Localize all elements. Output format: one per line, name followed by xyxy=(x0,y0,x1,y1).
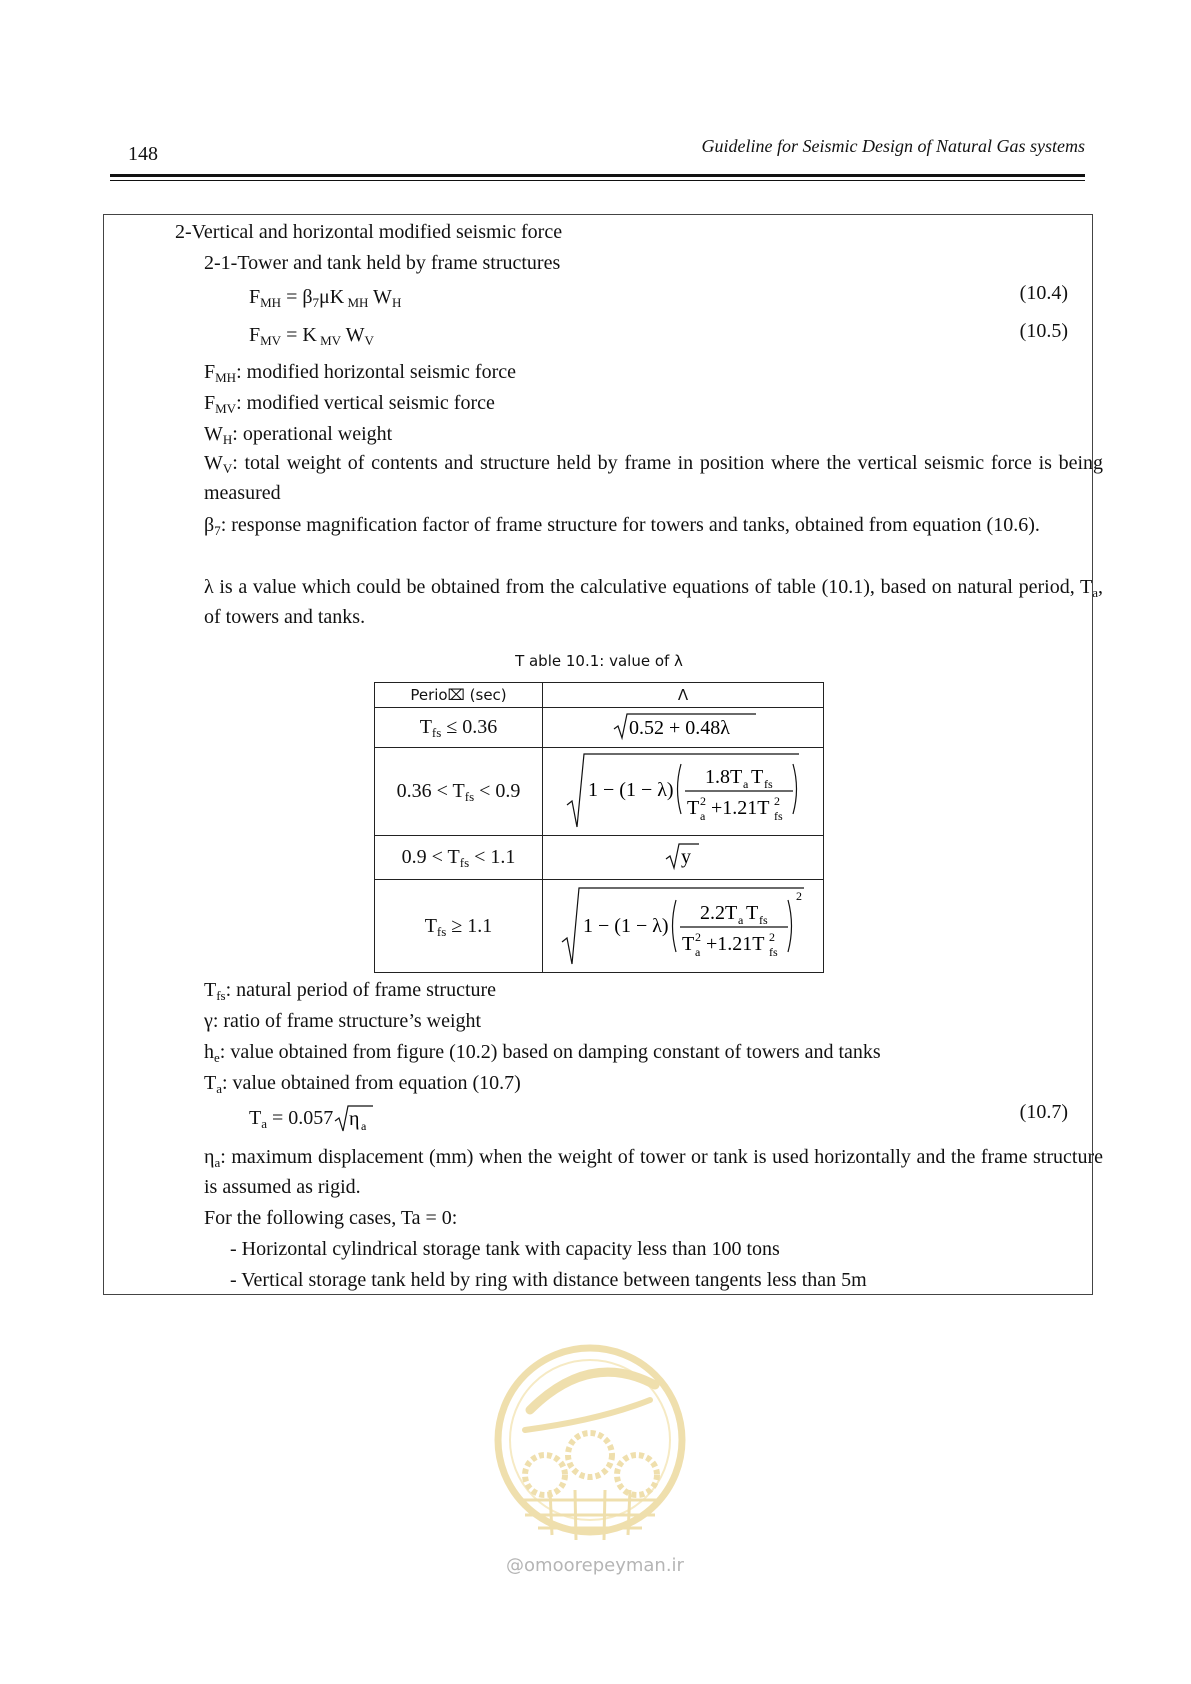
case-item: - Horizontal cylindrical storage tank with capacity less than 100 tons xyxy=(230,1238,780,1260)
formula-3-svg xyxy=(663,839,703,871)
definition-tfs-text: : natural period of frame structure xyxy=(225,979,497,1001)
table-caption: T able 10.1: value of λ xyxy=(515,652,683,670)
table-header-period: Perio⌧ (sec) xyxy=(375,683,543,708)
definition-wv-text: : total weight of contents and structure held by frame in position where the vertical seismic force is being measured xyxy=(204,452,1103,504)
definition-ta: $T_a$: value obtained from equation (10.7) xyxy=(204,1072,521,1096)
table-header-lambda: Λ xyxy=(543,683,824,708)
lambda-description-text: is a value which could be obtained from the calculative equations of table (10.1), based on natural period, T xyxy=(213,576,1093,598)
equation-10-4: $F_{MH} = \beta_7\mu K$ $_{MH}$ $W_H$ xyxy=(249,286,402,310)
svg-text:fs: fs xyxy=(769,945,778,959)
definition-eta-text: : maximum displacement (mm) when the weight of tower or tank is used horizontally and the frame structure is assumed as rigid. xyxy=(204,1146,1103,1198)
svg-text:2: 2 xyxy=(796,889,802,903)
definition-gamma: γ: ratio of frame structure’s weight xyxy=(204,1010,482,1032)
header-rule-thin xyxy=(110,180,1085,181)
definition-ta-text: : value obtained from equation (10.7) xyxy=(222,1072,521,1094)
table-row xyxy=(375,748,824,836)
svg-text:T: T xyxy=(751,765,764,788)
svg-text:a: a xyxy=(695,945,701,959)
lambda-table xyxy=(374,682,824,973)
lambda-description-end: , of towers and tanks. xyxy=(204,576,1103,628)
svg-text:y: y xyxy=(681,845,691,868)
svg-text:fs: fs xyxy=(764,776,773,791)
table-row xyxy=(375,708,824,748)
lambda-formula-2 xyxy=(543,748,824,836)
page-number: 148 xyxy=(128,143,158,165)
svg-text:+1.21T: +1.21T xyxy=(706,933,765,955)
subsection-heading: 2-1-Tower and tank held by frame structures xyxy=(204,252,561,274)
svg-text:1.8T: 1.8T xyxy=(705,765,743,788)
svg-text:2.2T: 2.2T xyxy=(700,902,738,924)
definition-fmh: $F_{MH}$: modified horizontal seismic force xyxy=(204,361,516,385)
definition-tfs: $T_{fs}$: natural period of frame structure xyxy=(204,979,497,1003)
definition-wh-text: : operational weight xyxy=(232,423,393,445)
period-range-3: $0.9 < T_{fs} < 1.1$ xyxy=(375,836,543,880)
equation-number-10-4: (10.4) xyxy=(1019,282,1068,304)
definition-eta: $\eta_a$: maximum displacement (mm) when the weight of tower or tank is used horizontally and the frame structure is assumed as rigid. xyxy=(204,1146,1103,1198)
running-title: Guideline for Seismic Design of Natural Gas systems xyxy=(701,136,1085,156)
period-range-2: $0.36 < T_{fs} < 0.9$ xyxy=(375,748,543,836)
equation-number-10-5: (10.5) xyxy=(1019,320,1068,342)
svg-text:T: T xyxy=(687,796,700,819)
svg-text:2: 2 xyxy=(774,793,780,808)
definition-gamma-text: : ratio of frame structure’s weight xyxy=(212,1010,482,1032)
formula-1-svg xyxy=(608,709,758,741)
table-row xyxy=(375,880,824,973)
definition-he: $h_e$: value obtained from figure (10.2) based on damping constant of towers and tanks xyxy=(204,1041,881,1065)
watermark-logo xyxy=(490,1330,690,1560)
svg-text:a: a xyxy=(743,776,749,791)
svg-text:a: a xyxy=(700,808,706,823)
lambda-formula-3 xyxy=(543,836,824,880)
case-item: - Vertical storage tank held by ring with distance between tangents less than 5m xyxy=(230,1269,867,1291)
sqrt-eta-svg xyxy=(333,1103,375,1133)
svg-text:2: 2 xyxy=(769,930,775,944)
definition-wv: $W_V$: total weight of contents and structure held by frame in position where the vertical seismic force is being measured xyxy=(204,452,1103,504)
cases-intro: For the following cases, Ta = 0: xyxy=(204,1207,458,1229)
formula-4-svg xyxy=(558,880,808,966)
definition-fmv-text: : modified vertical seismic force xyxy=(236,392,495,414)
definition-wh: $W_H$: operational weight xyxy=(204,423,393,447)
formula-2-svg xyxy=(563,749,803,829)
period-range-1: $T_{fs} \le 0.36$ xyxy=(375,708,543,748)
svg-text:2: 2 xyxy=(700,793,706,808)
definition-beta7-text: : response magnification factor of frame structure for towers and tanks, obtained from equation (10.6). xyxy=(220,514,1040,536)
svg-text:0.52 + 0.48λ: 0.52 + 0.48λ xyxy=(629,716,730,739)
svg-text:T: T xyxy=(746,902,759,924)
table-row xyxy=(375,836,824,880)
svg-text:+1.21T: +1.21T xyxy=(711,796,770,819)
svg-text:2: 2 xyxy=(695,930,701,944)
svg-text:1 − (1 − λ): 1 − (1 − λ) xyxy=(583,915,669,937)
definition-he-text: : value obtained from figure (10.2) based on damping constant of towers and tanks xyxy=(219,1041,881,1063)
svg-text:a: a xyxy=(738,913,744,927)
equation-10-5: $F_{MV} = K$ $_{MV}$ $W_V$ xyxy=(249,324,374,348)
lambda-formula-1 xyxy=(543,708,824,748)
watermark-text: @omoorepeyman.ir xyxy=(506,1555,684,1576)
lambda-description: λ is a value which could be obtained from the calculative equations of table (10.1), based on natural period, $T_a$, of towers and tanks. xyxy=(204,576,1103,628)
svg-text:fs: fs xyxy=(774,808,783,823)
definition-fmv: $F_{MV}$: modified vertical seismic force xyxy=(204,392,495,416)
definition-fmh-text: : modified horizontal seismic force xyxy=(236,361,516,383)
svg-text:a: a xyxy=(361,1119,367,1133)
svg-text:fs: fs xyxy=(759,913,768,927)
equation-10-7: $T_a = 0.057$ η a xyxy=(249,1103,375,1133)
period-range-4: $T_{fs} \ge 1.1$ xyxy=(375,880,543,973)
svg-text:η: η xyxy=(349,1108,360,1130)
svg-text:T: T xyxy=(682,933,695,955)
lambda-formula-4 xyxy=(543,880,824,973)
svg-text:1 − (1 − λ): 1 − (1 − λ) xyxy=(588,778,674,801)
section-heading: 2-Vertical and horizontal modified seismic force xyxy=(175,221,563,243)
definition-beta7: $\beta_7$: response magnification factor of frame structure for towers and tanks, obtained from equation (10.6). xyxy=(204,514,1040,538)
header-rule-thick xyxy=(110,174,1085,177)
equation-number-10-7: (10.7) xyxy=(1019,1101,1068,1123)
